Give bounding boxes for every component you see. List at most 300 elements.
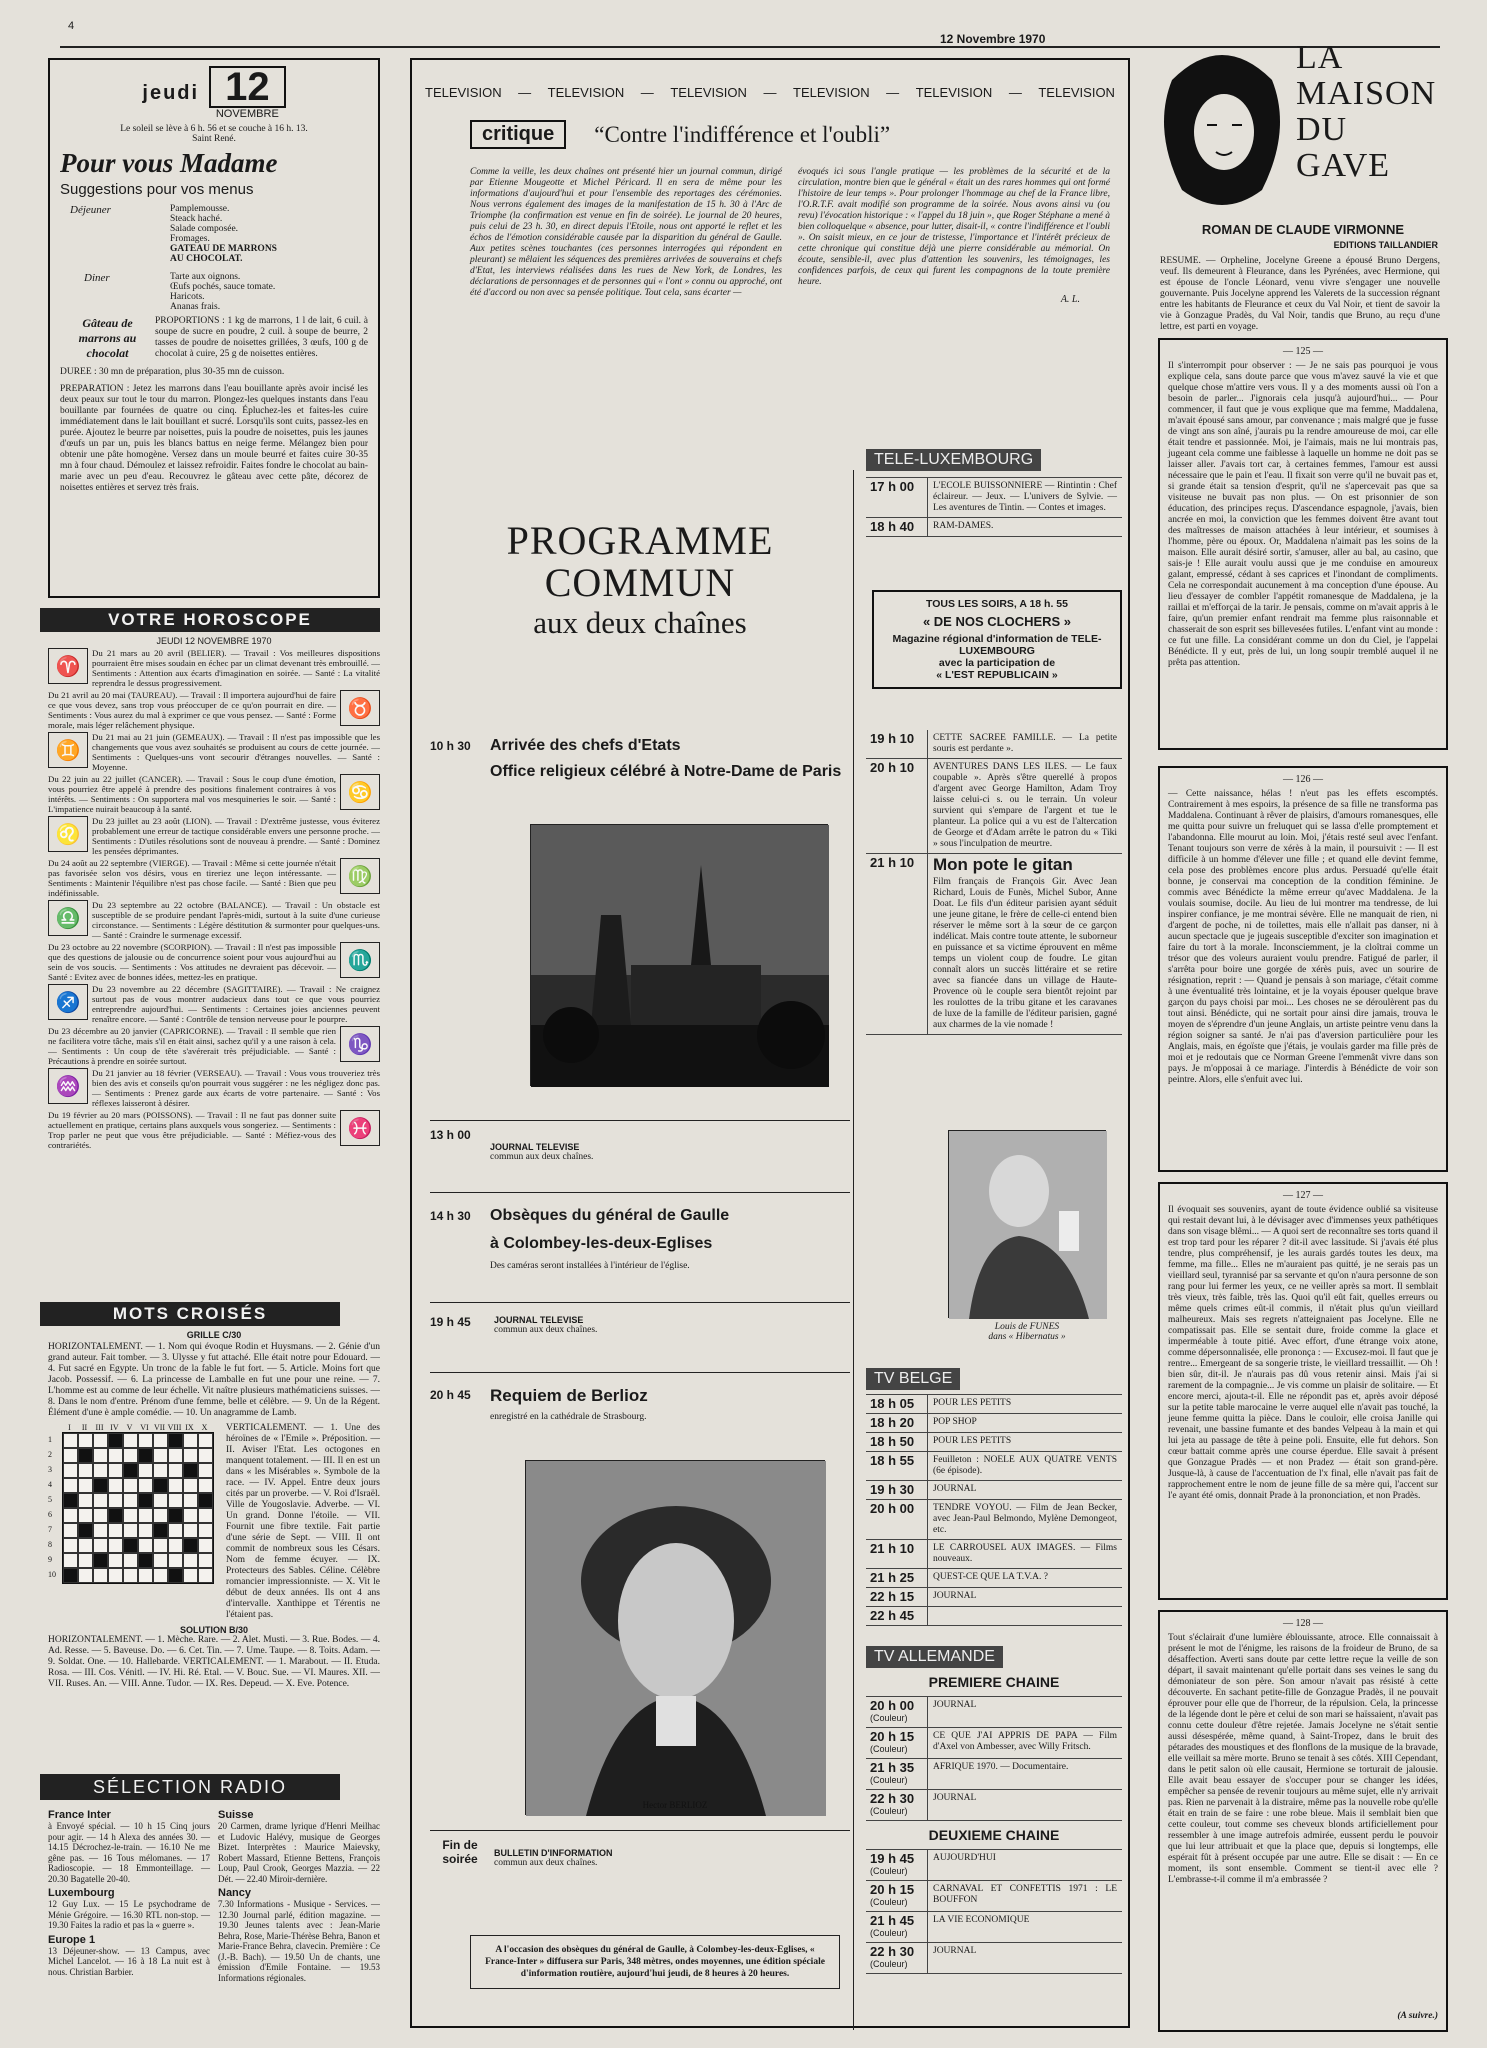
prog-1945 [430, 1315, 850, 1335]
schedule-desc [928, 1790, 1122, 1820]
prog-title: JOURNAL TELEVISE [490, 1142, 580, 1152]
schedule-row [866, 1607, 1122, 1626]
horoscope-entry [48, 774, 380, 814]
dejeuner-item: AU CHOCOLAT. [170, 254, 243, 264]
schedule-desc-text: RAM-DAMES. [933, 521, 994, 531]
schedule-row [866, 1452, 1122, 1481]
serial-author: ROMAN DE CLAUDE VIRMONNE [1201, 222, 1405, 237]
crossword-black-cell [153, 1523, 168, 1538]
crossword-cell[interactable] [153, 1508, 168, 1523]
grid-row-label: 1 [48, 1435, 52, 1444]
television-strip-item: TELEVISION [1038, 85, 1115, 100]
crossword-cell[interactable] [63, 1508, 78, 1523]
schedule-time [866, 1395, 928, 1413]
radio-station: Europe 1 [48, 1933, 96, 1946]
schedule-time-note: (Couleur) [870, 1744, 908, 1754]
schedule-row [866, 759, 1122, 854]
crossword-cell[interactable] [108, 1493, 123, 1508]
crossword-cell[interactable] [153, 1538, 168, 1553]
crossword-cell[interactable] [183, 1448, 198, 1463]
crossword-cell[interactable] [153, 1463, 168, 1478]
schedule-desc [928, 1759, 1122, 1789]
chapter-number: — 125 — [1283, 346, 1323, 357]
zodiac-icon: ♊ [48, 732, 88, 768]
crossword-cell[interactable] [168, 1448, 183, 1463]
schedule-time [866, 1607, 928, 1625]
crossword-black-cell [183, 1538, 198, 1553]
crossword-cell[interactable] [183, 1523, 198, 1538]
schedule-desc-text: JOURNAL [933, 1484, 977, 1494]
mots-croises-section [48, 1330, 380, 1770]
crossword-cell[interactable] [108, 1448, 123, 1463]
zodiac-icon: ♓ [340, 1110, 380, 1146]
dejeuner-item: Salade composée. [170, 224, 239, 234]
schedule-time [866, 1433, 928, 1451]
schedule-row [866, 1728, 1122, 1759]
crossword-black-cell [138, 1448, 153, 1463]
prog-time: Fin de soirée [442, 1838, 478, 1866]
strip-dash: — [886, 85, 900, 100]
schedule-desc-text: CARNAVAL ET CONFETTIS 1971 : LE BOUFFON [933, 1884, 1117, 1905]
horizontalement: HORIZONTALEMENT. — 1. Nom qui évoque Rodin et Huysmans. — 2. Génie d'un grand auteur. Fait tomber. — 3. Ulysse y fut attaché. Elle était notre pour Edouard. — 4. Fut sacré en Egypte. Un tronc de la fable le fut fort. — 5. Article. Moins fort que Jacob. Possessif. — 6. La princesse de Lamballe en fut une pour une reine. — 7. L'homme est au comme de leur échelle. Vit naître plusieurs mathématiciens suisses. — 8. Dans le nom d'entre. Prénom d'une femme, belle et célèbre. — 9. Un de la Régent. Élément d'une è ample comédie. — 10. Un anagramme de Lamb. [48, 1342, 380, 1418]
crossword-cell[interactable] [108, 1538, 123, 1553]
schedule-time-note: (Couleur) [870, 1806, 908, 1816]
clochers-line: avec la participation de [938, 657, 1056, 669]
grid-col-label: I [68, 1423, 71, 1432]
schedule-time [866, 1728, 928, 1758]
crossword-cell[interactable] [123, 1568, 138, 1583]
schedule-desc [928, 1588, 1122, 1606]
crossword-cell[interactable] [108, 1478, 123, 1493]
schedule-time-note: (Couleur) [870, 1775, 908, 1785]
schedule-row [866, 1414, 1122, 1433]
schedule-desc [928, 1881, 1122, 1911]
radio-program: à Envoyé spécial. — 10 h 15 Cinq jours pour agir. — 14 h Alexa des années 30. — 14.15 Décrochez-le-train. — 16.10 Ne me gêne pas. — 16 Tous mélomanes. — 17 Radioscopie. — 18 Emmonteillage. — 20.30 Bagatelle 20-40. [48, 1821, 210, 1884]
critique-label: critique [470, 120, 566, 149]
crossword-cell[interactable] [108, 1523, 123, 1538]
crossword-cell[interactable] [123, 1448, 138, 1463]
strip-dash: — [518, 85, 532, 100]
tv-belge [866, 1368, 1122, 1626]
chapter-text: — Cette naissance, hélas ! n'eut pas les effets escomptés. Contrairement à mes espoirs, la présence de sa fille ne transforma pas Maddalena. Continuant à rêver de plaisirs, d'amours romanesques, elle me quitta pour suivre un freluquet qui se lassa d'elle promptement et l'abandonna. Elle mourut au loin. Moi, j'étais resté seul avec l'enfant. Tenant toujours son verre de xérès à la main, il poursuivit : — Il est difficile à un homme d'élever une fille ; et quand elle devint femme, cela pose des problèmes encore plus ardus. Persuadé qu'elle était bonne, je conservai ma conception de la condition féminine. Je commis avec Bénédicte la même erreur qu'avec Maddalena. Je la voulais soumise, docile. Au lieu de lui montrer ma tendresse, de lui inspirer confiance, je me montrai sévère. Elle ne manquait de rien, ni d'argent de poche, ni de toilettes, mais elle n'allait pas danser, ni à aucun spectacle que je jugeais susceptible d'exciter son imagination et faire du tort à la morale. Inconsciemment, je la cloîtrai comme un trésor que des voleurs auraient voulu prendre. Fatigué de parler, il s'arrêta pour boire une gorgée de xérès puis, avec un sourire de résignation, reprit : — Quand je pensais à son mariage, c'était comme à une éventualité très lointaine, et je la voyais épouser quelque brave garçon du pays choisi par moi... Les choses ne se déroulèrent pas du tout ainsi. Bénédicte, qui ne sortait pour ainsi dire jamais, trouva le moyen de s'éprendre d'un jeune Anglais, un artiste peintre venu dans la région soigner sa santé. Je n'ai pas d'aversion particulière pour les Anglais, mais, en égoïste que j'étais, je voulais garder ma fille près de moi et je redoutais que ce Norman Greene l'emmenât vivre dans son pays. Je m'opposai à ce mariage. J'interdis à Bénédicte de voir son peintre. Alors, elle s'enfuit avec lui. [1168, 789, 1438, 1085]
schedule-row [866, 854, 1122, 1035]
crossword-cell[interactable] [153, 1493, 168, 1508]
crossword-black-cell [198, 1493, 213, 1508]
schedule-desc [928, 518, 1122, 536]
schedule-time [866, 730, 928, 758]
schedule-time-text: 20 h 15 [870, 1882, 915, 1897]
page-marker: 4 [68, 20, 75, 32]
crossword-cell[interactable] [138, 1568, 153, 1583]
horoscope-entry [48, 1068, 380, 1108]
critique-signature: A. L. [1060, 294, 1080, 305]
horoscope-text: Du 23 octobre au 22 novembre (SCORPION). — Travail : Il n'est pas impossible que des questions de jalousie ou de concurrence soient pour vous aujourd'hui au sein de vos soucis. — Sentiments : Vos attitudes ne devraient pas décevoir. — Santé : Evitez avec de bonnes idées, mettez-les en pratique. [48, 942, 336, 982]
crossword-cell[interactable] [198, 1523, 213, 1538]
crossword-cell[interactable] [63, 1553, 78, 1568]
schedule-time-text: 20 h 00 [870, 1698, 915, 1713]
crossword-cell[interactable] [78, 1508, 93, 1523]
prog-title: JOURNAL TELEVISE [494, 1315, 584, 1325]
tv-allemande-title: TV ALLEMANDE [866, 1646, 1003, 1668]
dejeuner-label: Déjeuner [70, 204, 111, 216]
crossword-cell[interactable] [93, 1448, 108, 1463]
schedule-desc-text: CE QUE J'AI APPRIS DE PAPA — Film d'Axel von Ambesser, avec Willy Fritsch. [933, 1731, 1117, 1752]
schedule-desc-text: AVENTURES DANS LES ILES. — Le faux coupable ». Après s'être querellé à propos d'argent avec George Hamilton, Adam Troy laisse celui-ci s. ou le terrain. Un voleur survient qui s'empare de l'argent et tue le planteur. La police qui a vu est de l'altercation de George et d'Adam arrête le patron du « Tiki » sous l'inculpation de meurtre. [933, 762, 1117, 849]
grille-number: GRILLE C/30 [186, 1330, 242, 1340]
crossword-cell[interactable] [153, 1433, 168, 1448]
gateau-label: Gâteau de marrons au chocolat [78, 316, 137, 360]
diner-label: Diner [84, 272, 110, 284]
crossword-cell[interactable] [198, 1463, 213, 1478]
crossword-cell[interactable] [153, 1448, 168, 1463]
schedule-desc-text: POUR LES PETITS [933, 1436, 1012, 1446]
schedule-desc [928, 1697, 1122, 1727]
horoscope-entry [48, 1110, 380, 1150]
crossword-cell[interactable] [123, 1493, 138, 1508]
crossword-cell[interactable] [183, 1433, 198, 1448]
diner-item: Ananas frais. [170, 302, 221, 312]
crossword-cell[interactable] [168, 1553, 183, 1568]
crossword-cell[interactable] [63, 1463, 78, 1478]
crossword-cell[interactable] [138, 1508, 153, 1523]
schedule-time [866, 1540, 928, 1568]
schedule-time-text: 18 h 55 [870, 1453, 915, 1468]
tele-luxembourg [866, 449, 1122, 537]
menus-subtitle: Suggestions pour vos menus [60, 181, 254, 198]
tele-luxembourg-title: TELE-LUXEMBOURG [866, 449, 1041, 471]
a-suivre: (A suivre.) [1397, 2011, 1438, 2021]
horoscope-section [48, 636, 380, 1276]
schedule-row [866, 1395, 1122, 1414]
schedule-row [866, 730, 1122, 759]
horoscope-text: Du 22 juin au 22 juillet (CANCER). — Travail : Sous le coup d'une émotion, vous pourriez être appelé à prendre des positions finalement contraires à vos intérêts. — Sentiments : On supportera mal vos mesquineries le soir. — Santé : L'impatience nuirait beaucoup à la santé. [48, 774, 336, 814]
berlioz-caption: Hector BERLIOZ [642, 1800, 708, 1810]
crossword-cell[interactable] [108, 1463, 123, 1478]
schedule-row [866, 1790, 1122, 1821]
crossword-cell[interactable] [138, 1523, 153, 1538]
crossword-cell[interactable] [183, 1478, 198, 1493]
horoscope-text: Du 21 janvier au 18 février (VERSEAU). — Travail : Vous vous trouveriez très bien des avis et conseils qu'on pourrait vous suggérer : ne les négligez donc pas. — Sentiments : Prenez garde aux écarts de votre partenaire. — Santé : Vos réflexes laisseront à désirer. [92, 1068, 380, 1108]
schedule-row [866, 1569, 1122, 1588]
serial-title [1296, 40, 1446, 184]
schedule-time-text: 18 h 50 [870, 1434, 915, 1449]
crossword-black-cell [63, 1568, 78, 1583]
horoscope-entry [48, 648, 380, 688]
grid-col-label: V [126, 1423, 133, 1432]
crossword-cell[interactable] [183, 1493, 198, 1508]
prog-fin-de-soiree [430, 1838, 850, 1868]
horoscope-text: Du 23 juillet au 23 août (LION). — Travail : D'extrême justesse, vous éviterez probablement une erreur de tactique considérable envers une personne proche. — Sentiments : D'utiles résolutions sont de nouveau à prendre. — Santé : Dominez les pensées déprimantes. [92, 816, 380, 856]
schedule-time-text: 18 h 05 [870, 1396, 915, 1411]
crossword-cell[interactable] [183, 1553, 198, 1568]
schedule-time [866, 1500, 928, 1539]
crossword-cell[interactable] [198, 1568, 213, 1583]
zodiac-icon: ♐ [48, 984, 88, 1020]
crossword-cell[interactable] [138, 1463, 153, 1478]
horoscope-entry [48, 858, 380, 898]
crossword-cell[interactable] [78, 1493, 93, 1508]
serial-title-word: GAVE [1296, 147, 1391, 184]
schedule-row [866, 1697, 1122, 1728]
crossword-black-cell [168, 1433, 183, 1448]
schedule-time [866, 1759, 928, 1789]
crossword-cell[interactable] [168, 1538, 183, 1553]
schedule-time [866, 1850, 928, 1880]
chapter-text: Il s'interrompit pour observer : — Je ne sais pas pourquoi je vous explique cela, sans doute parce que vous m'avez sauvé la vie et que quelque chose m'attire vers vous. Il y a des moments aussi où l'on a besoin de parler... J'ignorais cela jusqu'à aujourd'hui... — Pour commencer, il faut que je vous explique que ma femme, Maddalena, m'avait épousé sans amour, par convenance ; mais malgré que je fusse de vingt ans son aîné, j'aurais pu la rendre amoureuse de moi, car elle était tendre et passionnée. Moi, je l'aimais, mais ne lui montrais pas, jugeant cela comme une faiblesse à laquelle un homme ne doit pas se laisser aller. J'avais tort car, à certaines femmes, l'amour est aussi nécessaire que le pain et l'eau. Il fixait son verre qu'il ne buvait pas et, si grande était sa tension d'esprit, qu'il ne s'apercevait pas que sa visiteuse ne buvait pas non plus. — On est prisonnier de son éducation, des principes reçus. D'ascendance espagnole, j'avais, bien ancrée en moi, la conviction que les femmes doivent être avant tout des maîtresses de maison attachées à leur intérieur, et soumises à l'homme, père ou époux. Or, Maddalena n'aimait pas les soins de la maison. Elle aurait désiré sortir, s'amuser, aller au bal, au casino, que sais-je ! Elle aurait voulu aussi que je me conduise en amoureux galant, empressé, cédant à ses caprices et l'inondant de compliments. Cela ne correspondait aucunement à ma conception d'une épouse. Au lieu d'essayer de combler l'appétit romanesque de Maddalena, je la raillai et m'efforçai de la tarir. Je pensais, comme on m'avait appris à le faire, qu'un premier enfant rendrait ma femme plus raisonnable et chasserait de son esprit ses billevesées futiles. L'enfant vint au monde : ce fut une fille. La considérant comme un don du Ciel, je l'appelai Bénédicte. Il y eut, près de lui, un long soupir tremblé auquel il ne prêta pas attention. [1168, 361, 1438, 668]
crossword-cell[interactable] [183, 1508, 198, 1523]
prog-title: Obsèques du général de Gaulle [490, 1207, 730, 1224]
crossword-cell[interactable] [78, 1553, 93, 1568]
schedule-desc [928, 1500, 1122, 1539]
saint-of-day: Saint René. [192, 134, 236, 144]
crossword-cell[interactable] [183, 1568, 198, 1583]
schedule-time [866, 1943, 928, 1973]
schedule-time [866, 518, 928, 536]
france-inter-note: A l'occasion des obsèques du général de Gaulle, à Colombey-les-deux-Eglises, « France-Inter » diffusera sur Paris, 348 mètres, ondes moyennes, une édition spéciale d'information routière, aujourd'hui jeudi, de 8 heures à 20 heures. [470, 1935, 840, 1989]
schedule-desc [928, 1433, 1122, 1451]
crossword-cell[interactable] [78, 1463, 93, 1478]
crossword-cell[interactable] [123, 1478, 138, 1493]
prog-desc: commun aux deux chaînes. [490, 1152, 594, 1162]
dejeuner-item: Steack haché. [170, 214, 223, 224]
schedule-desc-text: LE CARROUSEL AUX IMAGES. — Films nouveaux. [933, 1543, 1117, 1564]
crossword-cell[interactable] [138, 1433, 153, 1448]
crossword-cell[interactable] [108, 1568, 123, 1583]
grid-col-label: III [95, 1423, 104, 1432]
crossword-cell[interactable] [198, 1433, 213, 1448]
schedule-time-note: (Couleur) [870, 1928, 908, 1938]
schedule-time-text: 20 h 00 [870, 1501, 915, 1516]
prog-title: BULLETIN D'INFORMATION [494, 1848, 613, 1858]
television-strip-item: TELEVISION [793, 85, 870, 100]
schedule-time-text: 21 h 10 [870, 1541, 915, 1556]
crossword-cell[interactable] [93, 1433, 108, 1448]
horoscope-text: Du 23 septembre au 22 octobre (BALANCE). — Travail : Un obstacle est susceptible de se produire pendant l'après-midi, surtout à la suite d'une curieuse circonstance. — Sentiments : Légère déstitution & surmonter pour quelques-uns. — Santé : Craindre le surmenage excessif. [92, 900, 380, 940]
schedule-row [866, 1943, 1122, 1974]
schedule-time-text: 19 h 45 [870, 1851, 915, 1866]
crossword-cell[interactable] [78, 1568, 93, 1583]
de-nos-clochers-box [872, 590, 1122, 689]
crossword-cell[interactable] [138, 1478, 153, 1493]
schedule-desc [928, 1728, 1122, 1758]
crossword-black-cell [123, 1463, 138, 1478]
zodiac-icon: ♍ [340, 858, 380, 894]
schedule-time [866, 854, 928, 1034]
crossword-cell[interactable] [123, 1508, 138, 1523]
schedule-desc-text: JOURNAL [933, 1700, 977, 1710]
grid-row-label: 3 [48, 1465, 52, 1474]
prog-desc: commun aux deux chaînes. [494, 1858, 598, 1868]
clochers-title: « DE NOS CLOCHERS » [922, 614, 1072, 629]
crossword-cell[interactable] [93, 1568, 108, 1583]
dejeuner-item: Fromages. [170, 234, 210, 244]
schedule-time [866, 1414, 928, 1432]
crossword-cell[interactable] [123, 1553, 138, 1568]
funes-caption-name: Louis de FUNES [994, 1322, 1060, 1332]
schedule-film-title: Mon pote le gitan [933, 855, 1073, 874]
grid-col-label: VI [140, 1423, 149, 1432]
schedule-desc-text: JOURNAL [933, 1591, 977, 1601]
television-strip-item: TELEVISION [915, 85, 993, 100]
schedule-desc-text: CETTE SACREE FAMILLE. — La petite souris est perdante ». [933, 733, 1117, 754]
crossword-cell[interactable] [123, 1433, 138, 1448]
horoscope-text: Du 21 mai au 21 juin (GEMEAUX). — Travail : Il n'est pas impossible que les changements que vous avez souhaités se produisent au cours de cette journée. — Sentiments : Quelques-uns vont secourir d'étranges nouvelles. — Santé : Moyenne. [92, 732, 380, 772]
zodiac-icon: ♑ [340, 1026, 380, 1062]
diner-item: Œufs pochés, sauce tomate. [170, 282, 276, 292]
crossword-black-cell [108, 1508, 123, 1523]
crossword-cell[interactable] [153, 1568, 168, 1583]
crossword-cell[interactable] [93, 1493, 108, 1508]
schedule-desc-text: Film français de François Gir. Avec Jean Richard, Louis de Funès, Michel Subor, Anne Doat. Le fils d'un éditeur parisien ayant séduit une jeune gitane, le frère de celle-ci entend bien réserver le même sort à la sœur de ce garçon indélicat. Mais contre toute attente, le suborneur en puissance et sa victime éprouvent en même temps un violent coup de foudre. Le gitan connaît alors un succès littéraire et se retire avec sa fiancée dans un village de Haute-Provence où le couple sera bientôt rejoint par les roulottes de la tribu gitane et les caravanes de luxe de la famille de l'éditeur parisien, gagné aux charmes de la vie nomade ! [933, 877, 1117, 1030]
horoscope-text: Du 21 avril au 20 mai (TAUREAU). — Travail : Il importera aujourd'hui de faire ce que vous devez, sans trop vous préoccuper de ce qu'on pourrait en dire. — Sentiments : Vous aurez du mal à exprimer ce que vous pensez. — Santé : Forme morale, mais léger relâchement physique. [48, 690, 336, 730]
zodiac-icon: ♉ [340, 690, 380, 726]
schedule-time-note: (Couleur) [870, 1897, 908, 1907]
crossword-black-cell [78, 1523, 93, 1538]
crossword-cell[interactable] [198, 1448, 213, 1463]
schedule-row [866, 518, 1122, 537]
chapter-128 [1158, 1610, 1448, 2032]
schedule-desc-text: Feuilleton : NOELE AUX QUATRE VENTS (6e épisode). [933, 1455, 1117, 1476]
chapter-text: Il évoquait ses souvenirs, ayant de toute évidence oublié sa visiteuse qui restait devant lui, à le dévisager avec d'immenses yeux pathétiques dans son visage blêmi... — A quoi sert de reconnaître ses torts quand il est trop tard pour les réparer ? dit-il avec lassitude. Si j'avais été plus tendre, plus compréhensif, je les aurais gardés toutes les deux, ma femme, ma fille... Elles ne m'auraient pas quitté, je ne serais pas un vieillard seul, tyrannisé par sa servante et qu'on n'aura personne de son rang pour lui fermer les yeux, ce ne veiller après sa mort. Il semblait très vieux, très faible, très las. Quoi qu'il eût fait, quelles erreurs ou même quels crimes eût-il commis, il n'était plus qu'un vieillard malheureux. Mais ses regrets n'atteignaient pas Jocelyne. Elle ne compatissait pas. Elle se sentait dure, froide comme la glace et imperméable à toute pitié. Avec effort, d'une étrange voix atone, comme dépersonnalisée, elle prononça : — Excusez-moi. Il faut que je rentre... Emergeant de sa songerie triste, le vieillard tressaillit. — Oh ! bien sûr, dit-il. Je n'aurais pas dû vous retenir ainsi. Mais j'ai si rarement de la compagnie... Je vis comme un plaisir de solitaire. — Et encore merci, ajouta-t-il. Elle ne répondit pas et, après avoir déposé sur la petite table marocaine le verre auquel elle n'avait pas touché, la jeune femme quitta la pièce. Dans le couloir, elle croisa Janille qui revenait, une bassine fumante et des bandes Velpeau à la main et qui lui jeta au passage de tête à peine poli. Ensuite, elle fut dehors. Son cœur battait comme après une course éperdue. Elle savait à présent que Gonzague Pradès — et non Pradez — était son grand-père. Jusque-là, à cause de l'accentuation de l'x final, elle n'avait pas fait de rapprochement entre le nom de jeune fille de sa mère qui, l'accent sur l'e ayant été omis, donnait Prade à la prononciation, et non Pradès. [1168, 1205, 1438, 1501]
radio-station: France Inter [48, 1809, 111, 1821]
schedule-time-note: (Couleur) [870, 1959, 908, 1969]
crossword-cell[interactable] [93, 1538, 108, 1553]
schedule-time-text: 22 h 15 [870, 1589, 915, 1604]
strip-dash: — [763, 85, 777, 100]
schedule-time-text: 22 h 45 [870, 1608, 915, 1623]
programme-subtitle: aux deux chaînes [533, 605, 747, 640]
crossword-black-cell [93, 1478, 108, 1493]
crossword-cell[interactable] [78, 1478, 93, 1493]
prog-desc: enregistré en la cathédrale de Strasbourg. [490, 1412, 647, 1422]
crossword-black-cell [63, 1493, 78, 1508]
crossword-cell[interactable] [123, 1523, 138, 1538]
schedule-time [866, 1569, 928, 1587]
schedule-time-text: 20 h 10 [870, 760, 915, 775]
horoscope-text: Du 21 mars au 20 avril (BELIER). — Travail : Vos meilleures dispositions pourraient être mises soudain en échec par un climat devenant très embrouillé. — Sentiments : Attention aux écarts d'imagination en soirée. — Santé : La vitalité reprendra le dessus progressivement. [92, 648, 380, 688]
zodiac-icon: ♏ [340, 942, 380, 978]
critique-text-1: Comme la veille, les deux chaînes ont présenté hier un journal commun, dirigé par Etienne Mougeotte et Michel Péricard. Il en sera de même pour les informations d'aujourd'hui et pour l'ensemble des reportages des cérémonies. Nous verrons également des images de la manifestation de 15 h. 30 à l'Arc de Triomphe (la confirmation est venue en fin de soirée). Le journal de 20 heures, puis celui de 23 h. 30, en direct depuis l'Etoile, nous ont apporté le reflet et les échos de l'émotion considérable causée par la disparition du général de Gaulle. Aux petites scènes touchantes (ces personnes interrogées qui répondent en pleurant) se mêlaient les séquences des premières arrivées de souverains et chefs d'Etat, les interviews réalisées dans les rues de New York, de Londres, les déclarations de personnages et de personnes qui « l'ont » connu ou approché, ont été d'accord ou non avec sa pensée politique. Tout cela, sans écarter — [470, 167, 782, 298]
television-strip-item: TELEVISION [425, 85, 502, 100]
television-strip-item: TELEVISION [670, 85, 747, 100]
pour-vous-madame-box [48, 58, 380, 598]
schedule-row [866, 1912, 1122, 1943]
radio-program: 13 Déjeuner-show. — 13 Campus, avec Michel Lancelot. — 16 à 18 La nuit est à nous. Christian Barbier. [48, 1945, 210, 1977]
crossword-cell[interactable] [78, 1538, 93, 1553]
crossword-cell[interactable] [63, 1448, 78, 1463]
notre-dame-photo [530, 824, 828, 1086]
schedule-desc-text: TENDRE VOYOU. — Film de Jean Becker, avec Jean-Paul Belmondo, Mylène Demongeot, etc. [933, 1503, 1117, 1535]
berlioz-portrait [525, 1460, 825, 1815]
schedule-desc [928, 478, 1122, 517]
crossword-cell[interactable] [198, 1553, 213, 1568]
schedule-desc [928, 1569, 1122, 1587]
schedule-row [866, 1540, 1122, 1569]
television-strip [425, 85, 1115, 100]
prog-title-2: à Colombey-les-deux-Eglises [490, 1235, 713, 1252]
crossword-black-cell [108, 1433, 123, 1448]
schedule-desc [928, 1452, 1122, 1480]
crossword-black-cell [138, 1553, 153, 1568]
crossword-cell[interactable] [198, 1508, 213, 1523]
radio-station: Nancy [218, 1887, 252, 1899]
grid-col-label: IV [110, 1423, 119, 1432]
crossword-cell[interactable] [63, 1523, 78, 1538]
crossword-cell[interactable] [78, 1433, 93, 1448]
schedule-desc [928, 730, 1122, 758]
crossword-cell[interactable] [138, 1538, 153, 1553]
crossword-cell[interactable] [198, 1478, 213, 1493]
crossword-cell[interactable] [63, 1538, 78, 1553]
schedule-desc [928, 1850, 1122, 1880]
crossword-cell[interactable] [108, 1553, 123, 1568]
duree: DUREE : 30 mn de préparation, plus 30-35 mn de cuisson. [60, 367, 285, 377]
schedule-desc-text: JOURNAL [933, 1793, 977, 1803]
crossword-cell[interactable] [198, 1538, 213, 1553]
schedule-time [866, 1790, 928, 1820]
dejeuner-item: Pamplemousse. [170, 204, 230, 214]
chapter-number: — 126 — [1283, 774, 1323, 785]
serial-resume: RESUME. — Orpheline, Jocelyne Greene a épousé Bruno Dergens, veuf. Ils demeurent à Fleurance, dans les Pyrénées, avec Hermione, qui est épouse de l'oncle Léonard, venu vivre s'engager une nouvelle gouvernante. Puis Jocelyne apprend les Valerets de la succession régnant entre les habitants de Fleurance et ceux du Val Noir, et tient de savoir la vie à Gonzague Pradès, du Val Noir, tandis que Bruno, au reçu d'une lettre, est parti en voyage. [1160, 256, 1440, 332]
crossword-cell[interactable] [63, 1478, 78, 1493]
grid-col-label: II [81, 1423, 88, 1432]
horoscope-entry [48, 690, 380, 730]
radio-title: SÉLECTION RADIO [40, 1774, 340, 1800]
zodiac-icon: ♈ [48, 648, 88, 684]
critique-title: “Contre l'indifférence et l'oubli” [594, 121, 891, 147]
crossword-cell[interactable] [93, 1523, 108, 1538]
grid-row-label: 10 [48, 1570, 56, 1579]
crossword-black-cell [183, 1463, 198, 1478]
dejeuner-item: GATEAU DE MARRONS [170, 244, 277, 254]
chapter-number: — 128 — [1283, 1618, 1323, 1629]
crossword-cell[interactable] [168, 1478, 183, 1493]
schedule-row [866, 1881, 1122, 1912]
solution-title: SOLUTION B/30 [179, 1625, 248, 1635]
prog-title: Requiem de Berlioz [490, 1386, 648, 1405]
preparation: PREPARATION : Jetez les marrons dans l'eau bouillante après avoir incisé les deux peaux sur tout le tour du marron. Plongez-les quelques instants dans l'eau bouillante par fournées de quatre ou cinq. Épluchez-les et faites-les cuire immédiatement dans le lait bouillant et sucré. Lorsqu'ils sont cuits, passez-les en purée. Ajoutez le beurre par noisettes, puis la poudre de noisettes, puis les jaunes d'œufs un par un, puis les blancs battus en neige ferme. Mélangez bien pour obtenir une pâte homogène. Versez dans un moule beurré et faites cuire 30-35 mn à four chaud. Démoulez et laissez refroidir. Faites fondre le chocolat au bain-marie avec un peu d'eau. Recouvrez le gâteau avec cette pâte, décorez de noisettes entières et servez très frais. [60, 384, 368, 493]
radio-section [48, 1806, 380, 2026]
prog-time: 19 h 45 [430, 1315, 471, 1329]
crossword-cell[interactable] [93, 1463, 108, 1478]
schedule-time-text: 17 h 00 [870, 479, 915, 494]
schedule-time [866, 1452, 928, 1480]
crossword-cell[interactable] [168, 1493, 183, 1508]
television-strip-item: TELEVISION [547, 85, 625, 100]
crossword-cell[interactable] [93, 1508, 108, 1523]
prog-time: 10 h 30 [430, 739, 471, 753]
schedule-desc [928, 759, 1122, 853]
crossword-cell[interactable] [168, 1523, 183, 1538]
crossword-cell[interactable] [168, 1463, 183, 1478]
day-name: jeudi [142, 81, 200, 104]
premiere-chaine: PREMIERE CHAINE [928, 1674, 1060, 1690]
crossword-cell[interactable] [63, 1433, 78, 1448]
grid-row-label: 4 [48, 1480, 52, 1489]
serial-illustration [1152, 40, 1292, 220]
schedule-time-text: 18 h 40 [870, 519, 915, 534]
zodiac-icon: ♋ [340, 774, 380, 810]
programme-header [440, 520, 840, 642]
schedule-desc [928, 1481, 1122, 1499]
clochers-line: Magazine régional d'information de TELE-LUXEMBOURG [892, 633, 1102, 657]
prog-desc: Des caméras seront installées à l'intérieur de l'église. [490, 1261, 690, 1271]
crossword-grid[interactable] [62, 1432, 214, 1584]
horoscope-entry [48, 942, 380, 982]
crossword-cell[interactable] [153, 1553, 168, 1568]
schedule-time-text: 19 h 30 [870, 1482, 915, 1497]
horoscope-entry [48, 816, 380, 856]
